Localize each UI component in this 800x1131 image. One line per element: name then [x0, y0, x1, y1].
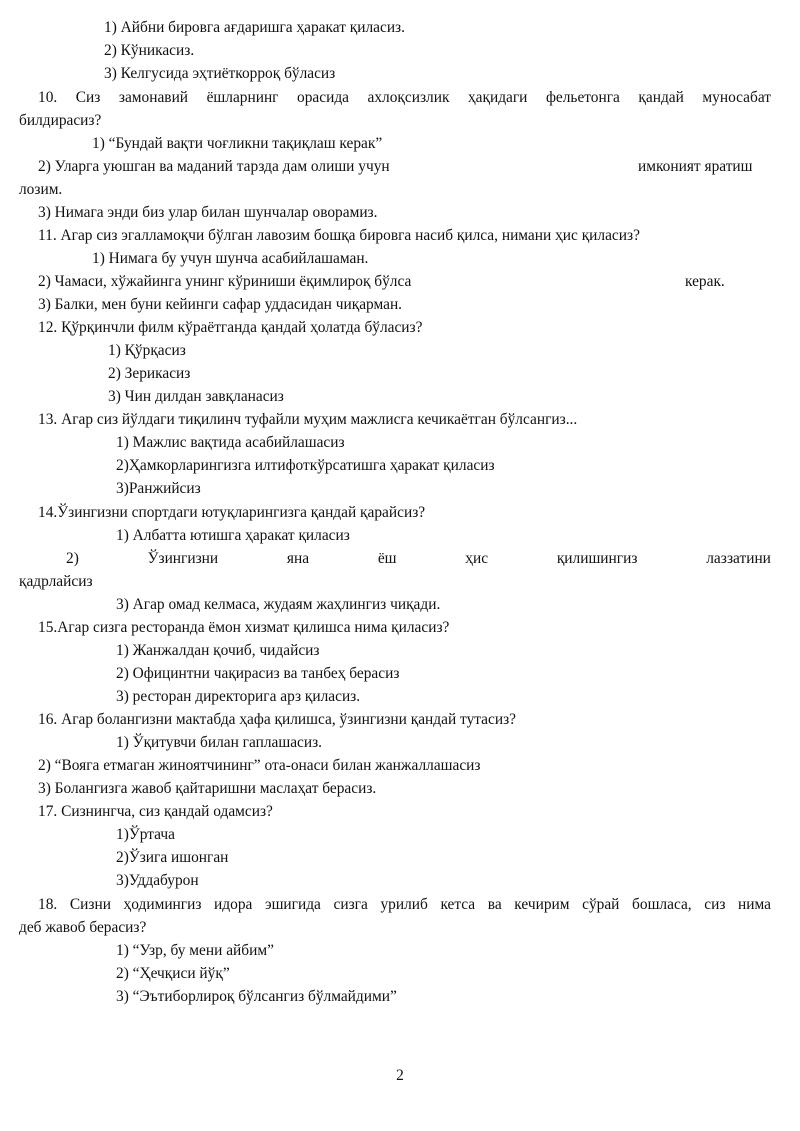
answer-option: 3) Агар омад келмаса, жудаям жаҳлингиз чиқади.	[116, 596, 441, 613]
answer-option: 1) “Узр, бу мени айбим”	[116, 942, 274, 959]
question-10-cont: билдирасиз?	[19, 112, 102, 129]
answer-option: 3) ресторан директорига арз қиласиз.	[116, 688, 361, 705]
question-15: 15.Агар сизга ресторанда ёмон хизмат қилишса нима қиласиз?	[38, 619, 450, 636]
answer-option-cont: керак.	[685, 273, 725, 290]
answer-option: 1) “Бундай вақти чоғликни тақиқлаш керак”	[92, 135, 383, 152]
question-12: 12. Қўрқинчли филм кўраётганда қандай ҳолатда бўласиз?	[38, 319, 423, 336]
word: 2)	[66, 550, 79, 567]
question-16: 16. Агар болангизни мактабда ҳафа қилишса, ўзингизни қандай тутасиз?	[38, 711, 516, 728]
answer-option: 1)Ўртача	[116, 826, 175, 843]
question-18: 18. Сизни ҳодимингиз идора эшигида сизга урилиб кетса ва кечирим сўрай бошласа, сиз нима	[38, 896, 771, 913]
word: қилишингиз	[556, 550, 638, 567]
answer-option: 3) Болангизга жавоб қайтаришни маслаҳат берасиз.	[38, 780, 377, 797]
answer-option: 2) Чамаси, хўжайинга унинг кўриниши ёқимлироқ бўлса	[38, 273, 412, 290]
question-10: 10. Сиз замонавий ёшларнинг орасида ахлоқсизлик ҳақидаги фельетонга қандай муносабат	[38, 89, 771, 106]
word: яна	[286, 550, 310, 567]
question-11: 11. Агар сиз эгалламоқчи бўлган лавозим бошқа бировга насиб қилса, нимани ҳис қиласиз?	[38, 227, 640, 244]
answer-option: 2) Кўникасиз.	[104, 42, 195, 59]
word: лаззатини	[706, 550, 771, 567]
answer-option: 2) Зерикасиз	[108, 365, 191, 382]
answer-option-cont: қадрлайсиз	[19, 573, 93, 590]
answer-option-justified	[66, 549, 771, 569]
question-17: 17. Сизнингча, сиз қандай одамсиз?	[38, 803, 273, 820]
answer-option: 1) Айбни бировга ағдаришга ҳаракат қиласиз.	[104, 19, 405, 36]
answer-option: 2) Официнтни чақирасиз ва танбеҳ берасиз	[116, 665, 400, 682]
answer-option: 3)Ранжийсиз	[116, 480, 201, 497]
answer-option: 3) “Эътиборлироқ бўлсангиз бўлмайдими”	[116, 988, 397, 1005]
answer-option: 1) Қўрқасиз	[108, 342, 186, 359]
page-number: 2	[396, 1067, 404, 1084]
word: Ўзингизни	[147, 550, 219, 567]
question-13: 13. Агар сиз йўлдаги тиқилинч туфайли муҳим мажлисга кечикаётган бўлсангиз...	[38, 411, 578, 428]
answer-option-cont: лозим.	[19, 181, 63, 198]
answer-option: 3) Нимага энди биз улар билан шунчалар оворамиз.	[38, 204, 378, 221]
answer-option: 2)Ўзига ишонган	[116, 849, 229, 866]
word: ёш	[377, 550, 397, 567]
answer-option: 2) Уларга уюшган ва маданий тарзда дам олиши учун	[38, 158, 390, 175]
question-18-cont: деб жавоб берасиз?	[19, 919, 147, 936]
answer-option: 1) Мажлис вақтида асабийлашасиз	[116, 434, 345, 451]
answer-option: 3) Келгусида эҳтиёткорроқ бўласиз	[104, 65, 336, 82]
answer-option: 1) Жанжалдан қочиб, чидайсиз	[116, 642, 320, 659]
answer-option: 1) Ўқитувчи билан гаплашасиз.	[116, 734, 323, 751]
answer-option: 1) Албатта ютишга ҳаракат қиласиз	[116, 527, 350, 544]
question-14: 14.Ўзингизни спортдаги ютуқларингизга қандай қарайсиз?	[38, 504, 426, 521]
answer-option: 3)Уддабурон	[116, 872, 199, 889]
word: ҳис	[465, 550, 489, 567]
answer-option: 2)Ҳамкорларингизга илтифоткўрсатишга ҳаракат қиласиз	[116, 457, 495, 474]
answer-option: 2) “Вояга етмаган жиноятчининг” ота-онаси билан жанжаллашасиз	[38, 757, 481, 774]
answer-option-cont: имконият яратиш	[638, 158, 753, 175]
answer-option: 1) Нимага бу учун шунча асабийлашаман.	[92, 250, 369, 267]
answer-option: 2) “Ҳечқиси йўқ”	[116, 965, 230, 982]
answer-option: 3) Чин дилдан завқланасиз	[108, 388, 284, 405]
answer-option: 3) Балки, мен буни кейинги сафар уддасидан чиқарман.	[38, 296, 403, 313]
